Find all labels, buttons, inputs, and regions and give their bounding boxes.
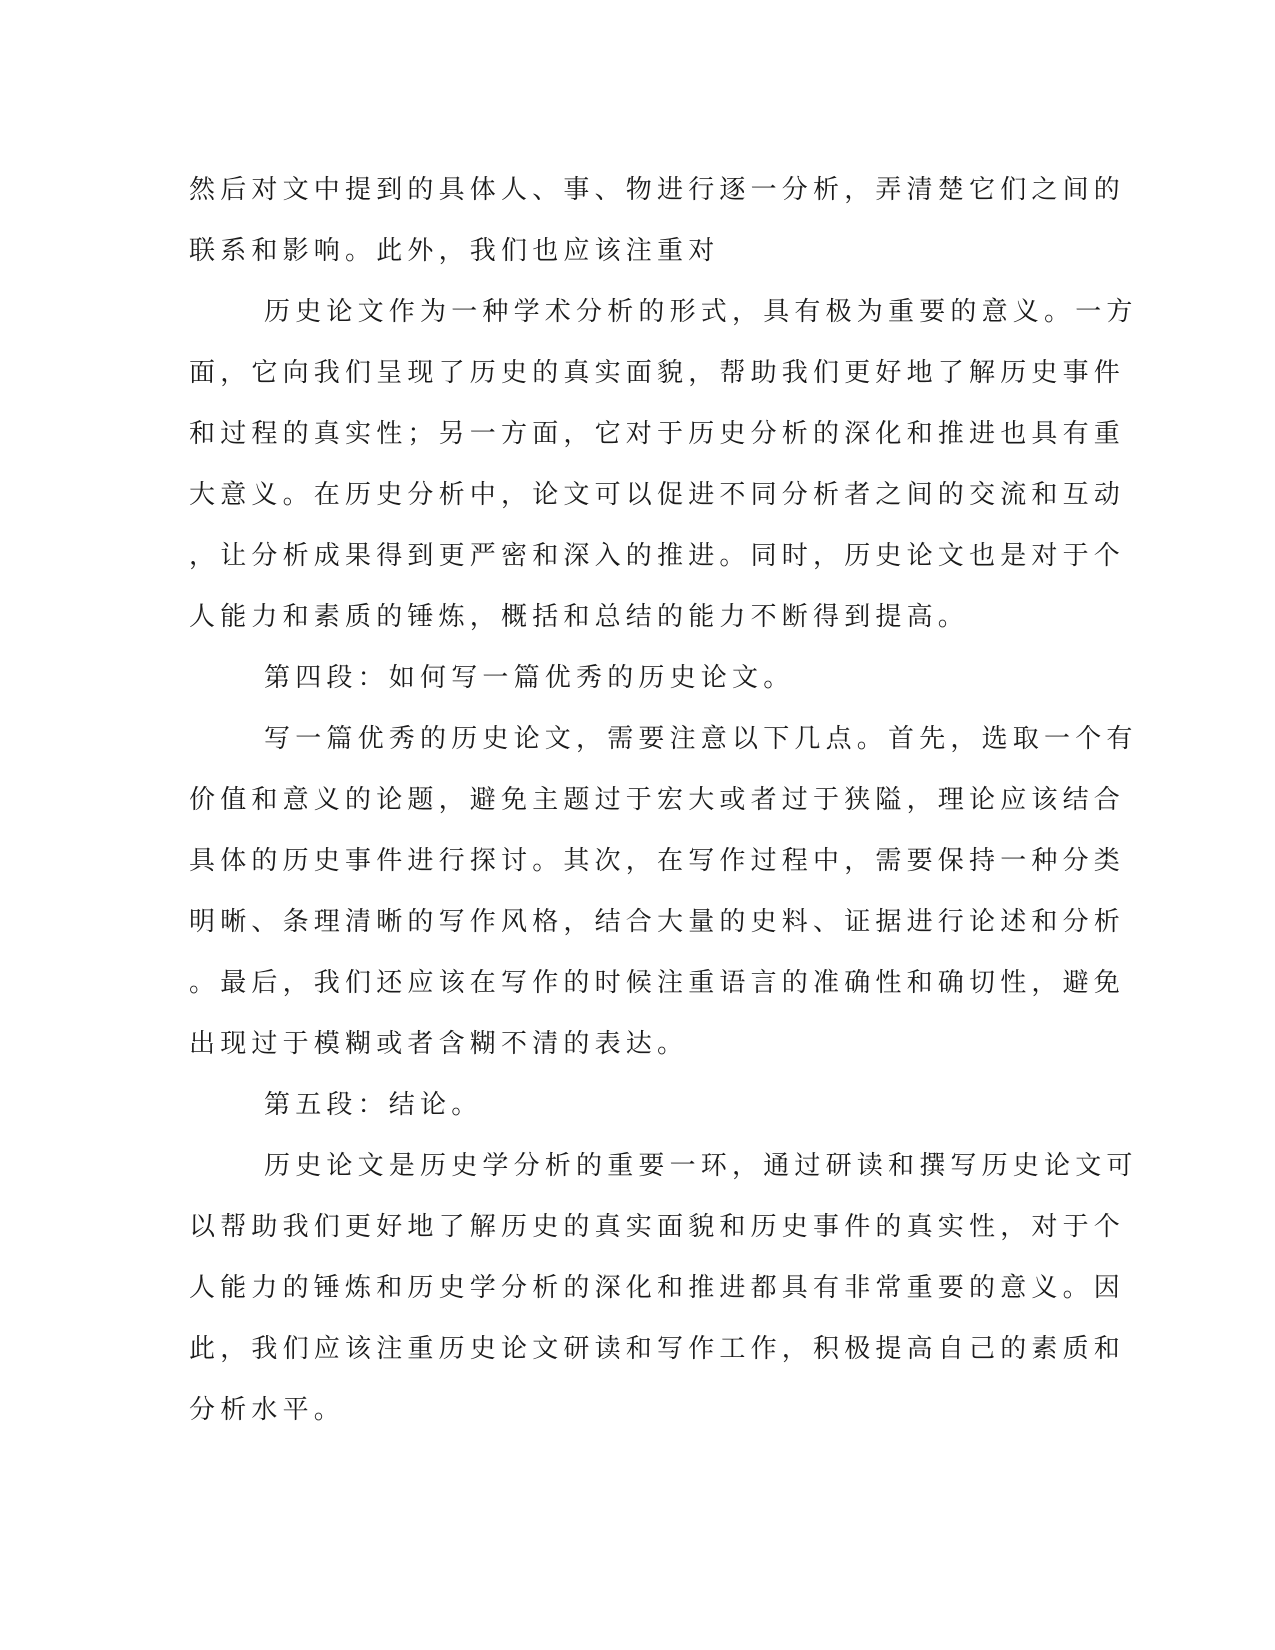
paragraph-conclusion [189,1136,1138,1441]
text-line: 分析水平。 [189,1395,346,1425]
paragraph-significance [189,282,1138,648]
text-line: 联系和影响。此外，我们也应该注重对 [189,236,720,266]
text-line: 第四段：如何写一篇优秀的历史论文。 [264,663,795,693]
text-line: 历史论文作为一种学术分析的形式，具有极为重要的意义。一方 [264,297,1138,327]
text-line: 第五段：结论。 [264,1090,483,1120]
text-line: 具体的历史事件进行探讨。其次，在写作过程中，需要保持一种分类 [189,846,1126,876]
document-body [189,160,1138,1441]
text-line: 写一篇优秀的历史论文，需要注意以下几点。首先，选取一个有 [264,724,1138,754]
text-line: 明晰、条理清晰的写作风格，结合大量的史料、证据进行论述和分析 [189,907,1126,937]
text-line: 历史论文是历史学分析的重要一环，通过研读和撰写历史论文可 [264,1151,1138,1181]
section-heading-5 [189,1075,1079,1136]
text-line: 面，它向我们呈现了历史的真实面貌，帮助我们更好地了解历史事件 [189,358,1126,388]
paragraph-continuation [189,160,1126,282]
text-line: ，让分析成果得到更严密和深入的推进。同时，历史论文也是对于个 [189,541,1126,571]
text-line: 此，我们应该注重历史论文研读和写作工作，积极提高自己的素质和 [189,1334,1126,1364]
section-heading-4 [189,648,1079,709]
text-line: 出现过于模糊或者含糊不清的表达。 [189,1029,689,1059]
text-line: 人能力的锤炼和历史学分析的深化和推进都具有非常重要的意义。因 [189,1273,1126,1303]
text-line: 人能力和素质的锤炼，概括和总结的能力不断得到提高。 [189,602,970,632]
text-line: 价值和意义的论题，避免主题过于宏大或者过于狭隘，理论应该结合 [189,785,1126,815]
text-line: 。最后，我们还应该在写作的时候注重语言的准确性和确切性，避免 [189,968,1126,998]
paragraph-how-to-write [189,709,1138,1075]
text-line: 以帮助我们更好地了解历史的真实面貌和历史事件的真实性，对于个 [189,1212,1126,1242]
text-line: 和过程的真实性；另一方面，它对于历史分析的深化和推进也具有重 [189,419,1126,449]
text-line: 然后对文中提到的具体人、事、物进行逐一分析，弄清楚它们之间的 [189,175,1126,205]
text-line: 大意义。在历史分析中，论文可以促进不同分析者之间的交流和互动 [189,480,1126,510]
